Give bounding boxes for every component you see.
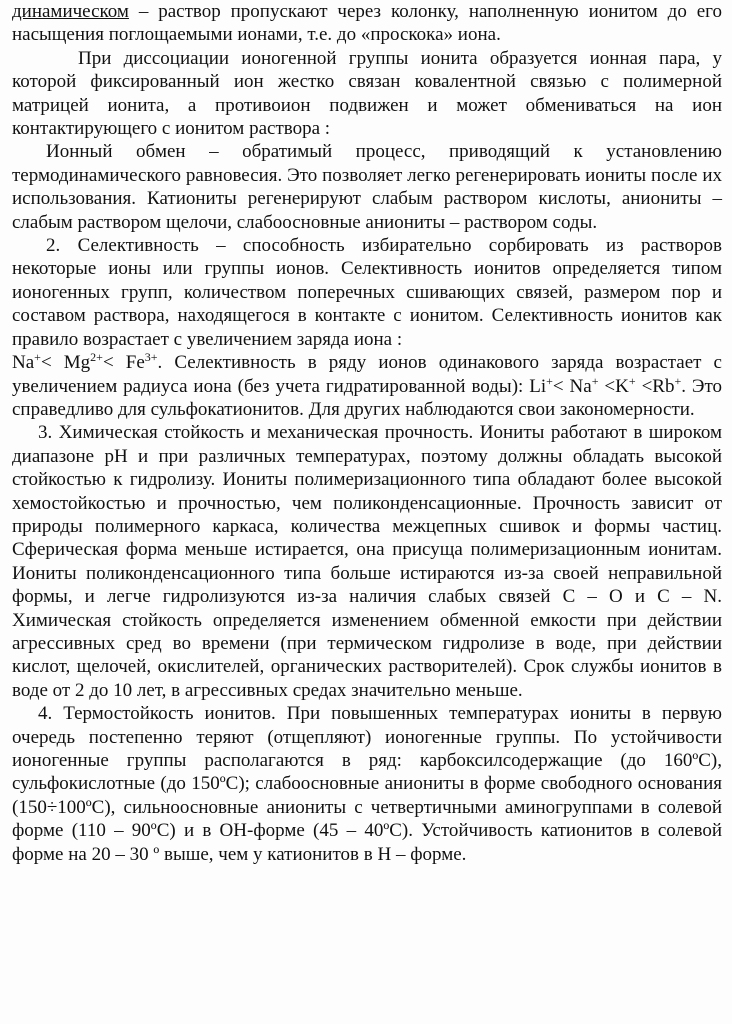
ion-na: Na: [12, 352, 35, 374]
charge-k: +: [628, 373, 636, 388]
paragraph-dynamic-method: [12, 0, 722, 47]
paragraph-ion-exchange: Ионный обмен – обратимый процесс, приводящий к установлению термодинамического равновесия. Это позволяет легко регенерировать иониты после их использования. Катиониты регенерируют слабым раствором кислоты, аниониты – слабым раствором щелочи, слабоосновные аниониты – раствором соды.: [12, 141, 722, 233]
paragraph-dynamic-method-text: – раствор пропускают через колонку, наполненную ионитом до его насыщения поглощаемыми ионами, т.е. до «проскока» иона.: [12, 1, 722, 46]
charge-mg: 2+: [90, 350, 103, 365]
charge-na-2: +: [591, 373, 599, 388]
paragraph-chemical-stability: 3. Химическая стойкость и механическая прочность. Иониты работают в широком диапазоне pH и при различных температурах, поэтому должны обладать высокой стойкостью к гидролизу. Иониты полимеризационного типа обладают более высокой хемостойкостью и прочностью, чем поликонденсационные. Прочность зависит от природы полимерного каркаса, количества межцепных сшивок и формы частиц. Сферическая форма меньше истирается, она присуща полимеризационным ионитам. Иониты поликонденсационного типа больше истираются из-за своей неправильной формы, и легче гидролизуются из-за наличия слабых связей C – O и C – N. Химическая стойкость определяется изменением обменной емкости при действии агрессивных сред во времени (при термическом гидролизе в воде, при действии кислот, щелочей, окислителей, органических растворителей). Срок службы ионитов в воде от 2 до 10 лет, в агрессивных средах значительно меньше.: [12, 422, 722, 701]
ion-li: Li: [529, 375, 547, 397]
charge-na: +: [34, 350, 41, 365]
charge-fe: 3+: [144, 350, 158, 365]
selectivity-text-b: . Селективность в ряду ионов одинакового заряда возрастает с увеличением радиуса иона (без учета гидратированной воды):: [12, 352, 722, 397]
paragraph-dissociation: При диссоциации ионогенной группы ионита образуется ионная пара, у которой фиксированный ион жестко связан ковалентной связью с полимерной матрицей ионита, а противоион подвижен и может обмениваться на ион контактирующего с ионитом раствора :: [12, 47, 722, 140]
charge-li: +: [546, 373, 553, 388]
document-text: [12, 0, 722, 866]
paragraph-selectivity: [12, 234, 722, 421]
ion-na-2: < Na: [552, 375, 592, 397]
ion-fe: < Fe: [102, 352, 145, 374]
charge-rb: +: [674, 373, 682, 388]
selectivity-text-d: . Это справедливо для сульфокатионитов. Для других наблюдаются свои закономерности.: [12, 375, 723, 420]
selectivity-text-a: 2. Селективность – способность избирательно сорбировать из растворов некоторые ионы или группы ионов. Селективность ионитов определяется типом ионогенных групп, количеством поперечных сшивающих связей, размером пор и составом раствора, находящегося в контакте с ионитом. Селективность ионитов как правило возрастает с увеличением заряда иона :: [12, 235, 722, 350]
ion-rb: <Rb: [635, 375, 675, 397]
ion-k: <K: [598, 375, 629, 397]
term-dynamic: динамическом: [12, 1, 129, 22]
paragraph-thermal-stability: 4. Термостойкость ионитов. При повышенных температурах иониты в первую очередь постепенно теряют (отщепляют) ионогенные группы. По устойчивости ионогенные группы располагаются в ряд: карбоксилсодержащие (до 160ºC), сульфокислотные (до 150ºC); слабоосновные аниониты в форме свободного основания (150÷100ºC), сильноосновные аниониты с четвертичными аминогруппами в солевой форме (110 – 90ºC) и в OH-форме (45 – 40ºC). Устойчивость катионитов в солевой форме на 20 – 30 º выше, чем у катионитов в H – форме.: [12, 703, 722, 865]
ion-mg: < Mg: [40, 352, 91, 374]
